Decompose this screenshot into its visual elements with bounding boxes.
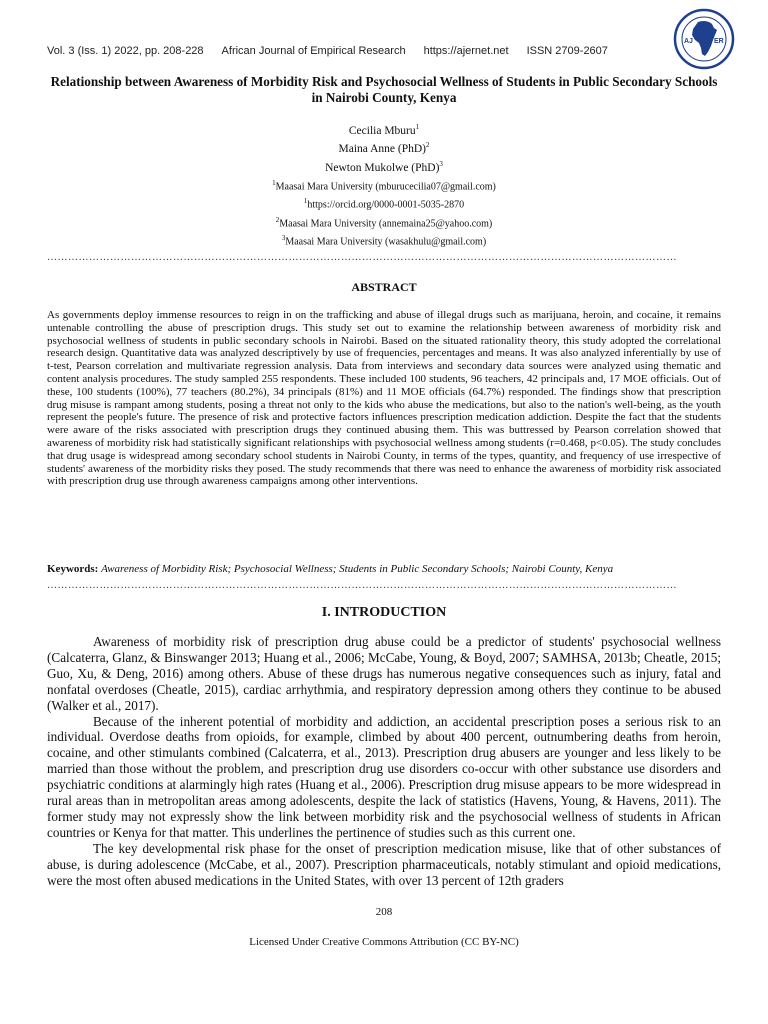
affiliation: $^3$Maasai Mara University (wasakhulu@gmail.com) — [281, 233, 487, 248]
logo-right-text: ER — [714, 38, 724, 45]
paragraph: Awareness of morbidity risk of prescription drug abuse could be a predictor of students' psychosocial wellness (Calcaterra, Glanz, & Binswanger 2013; Huang et al., 2006; McCabe, Young, & Boyd, 2007; SAMHSA, 2013b; Cheatle, 2015; Guo, Xu, & Deng, 2016) among others. Abuse of these drugs has numerous negative consequences such as injury, fatal and nonfatal overdoses (Cheatle, 2015), cardiac arrhythmia, and respiratory depression among others they continue to be abused (Walker et al., 2017). — [47, 634, 721, 713]
affiliation: $^1$Maasai Mara University (mburucecilia07@gmail.com) — [272, 179, 496, 193]
abstract-text: As governments deploy immense resources to reign in on the trafficking and abuse of illegal drugs such as marijuana, heroin, and cocaine, it remains untenable controlling the abuse of prescription drugs. This study set out to examine the relationship between awareness of morbidity risk and psychosocial wellness of students in public secondary schools in Nairobi. Based on the situated rationality theory, this study adopted the correlational research design. Quantitative data was analyzed descriptively by use of frequencies, percentages and means. It was also analyzed inferentially by use of t-test, Pearson correlation and multivariate regression analysis. Data from interviews and secondary data sources were analyzed using thematic and content analysis procedures. The study sampled 255 respondents. These included 100 students, 96 teachers, 42 principals and, 17 MOE officials. Out of these, 100 students (100%), 77 teachers (80.2%), 34 principals (81%) and 11 MOE officials (64.7%) responded. The findings show that prescription drug misuse is rampant among students, posing a threat not only to the kids who abuse the medications, but also to the nation's well-being, as the youth represent the people's future. The presence of risk and protective factors influences prescription medication addiction. Despite the fact that the students were aware of the risks associated with prescription drugs they continued abusing them. This was buttressed by Pearson correlation showed that awareness of morbidity risk had statistically significant relationships with psychosocial wellness among students (r=0.468, p<0.05). The study concludes that drug usage is widespread among secondary school students in Nairobi County, in terms of the types, quantity, and frequency of use irrespective of students' awareness of the morbidity risks they posed. The study recommends that there was need to enhance the awareness of morbidity risk associated with prescription drug use through awareness campaigns among other interventions. — [47, 309, 721, 488]
volume-info: Vol. 3 (Iss. 1) 2022, pp. 208-228 — [47, 45, 204, 57]
keywords-value: Awareness of Morbidity Risk; Psychosocial Wellness; Students in Public Secondary Schools; Nairobi County, Kenya — [101, 563, 614, 575]
author: Cecilia Mburu$^1$ — [348, 123, 420, 137]
keywords-label: Keywords: — [47, 563, 99, 575]
license-footer: Licensed Under Creative Commons Attribution (CC BY-NC) — [249, 936, 519, 948]
page-number: 208 — [375, 906, 393, 918]
author: Maina Anne (PhD)$^2$ — [338, 141, 430, 156]
introduction-heading: I. INTRODUCTION — [321, 605, 447, 620]
dotted-separator: ……………………………………………………………………………………………………………………………………………………………… — [47, 580, 677, 591]
paragraph: The key developmental risk phase for the onset of prescription medication misuse, like that of other substances of abuse, is during adolescence (McCabe, et al., 2007). Prescription pharmaceuticals, notably stimulant and opioid medications, were the most often abused medications in the United States, with over 13 percent of 12th graders — [47, 840, 721, 888]
journal-logo — [673, 8, 735, 70]
keywords — [47, 563, 721, 576]
logo-left-text: AJ — [684, 38, 693, 45]
issn: ISSN 2709-2607 — [526, 45, 608, 57]
affiliation: $^2$Maasai Mara University (annemaina25@yahoo.com) — [275, 215, 493, 229]
dotted-separator: ……………………………………………………………………………………………………………………………………………………………… — [47, 252, 677, 263]
affiliation-list — [47, 176, 721, 249]
abstract-heading: ABSTRACT — [351, 280, 417, 294]
journal-url[interactable]: https://ajernet.net — [423, 45, 509, 57]
paper-title: Relationship between Awareness of Morbidity Risk and Psychosocial Wellness of Students in Public Secondary Schools in Nairobi County, Kenya — [50, 74, 718, 105]
introduction-body — [47, 634, 721, 889]
orcid-link[interactable]: $^1$https://orcid.org/0000-0001-5035-2870 — [303, 197, 465, 211]
paragraph: Because of the inherent potential of morbidity and addiction, an accidental prescription poses a serious risk to an individual. Overdose deaths from opioids, for example, climbed by about 400 percent, outnumbering deaths from heroin, cocaine, and other stimulants combined (Calcaterra, et al., 2013). Prescription drug abusers are younger and less likely to be married than those without the problem, and prescription drug use disorders co-occur with other substance use disorders and psychiatric conditions at alarmingly high rates (Huang et al., 2006). Prescription drug misuse appears to be more widespread in rural areas than in metropolitan areas among adolescents, despite the lack of statistics (Havens, Young, & Havens, 2011). The former study may not expressly show the link between morbidity risk and the psychosocial wellness of students in African countries or Kenya for that matter. This underlines the pertinence of studies such as this current one. — [47, 713, 721, 840]
author: Newton Mukolwe (PhD)$^3$ — [325, 159, 443, 174]
journal-header — [47, 40, 647, 62]
author-list — [47, 120, 721, 175]
journal-name: African Journal of Empirical Research — [221, 45, 406, 57]
